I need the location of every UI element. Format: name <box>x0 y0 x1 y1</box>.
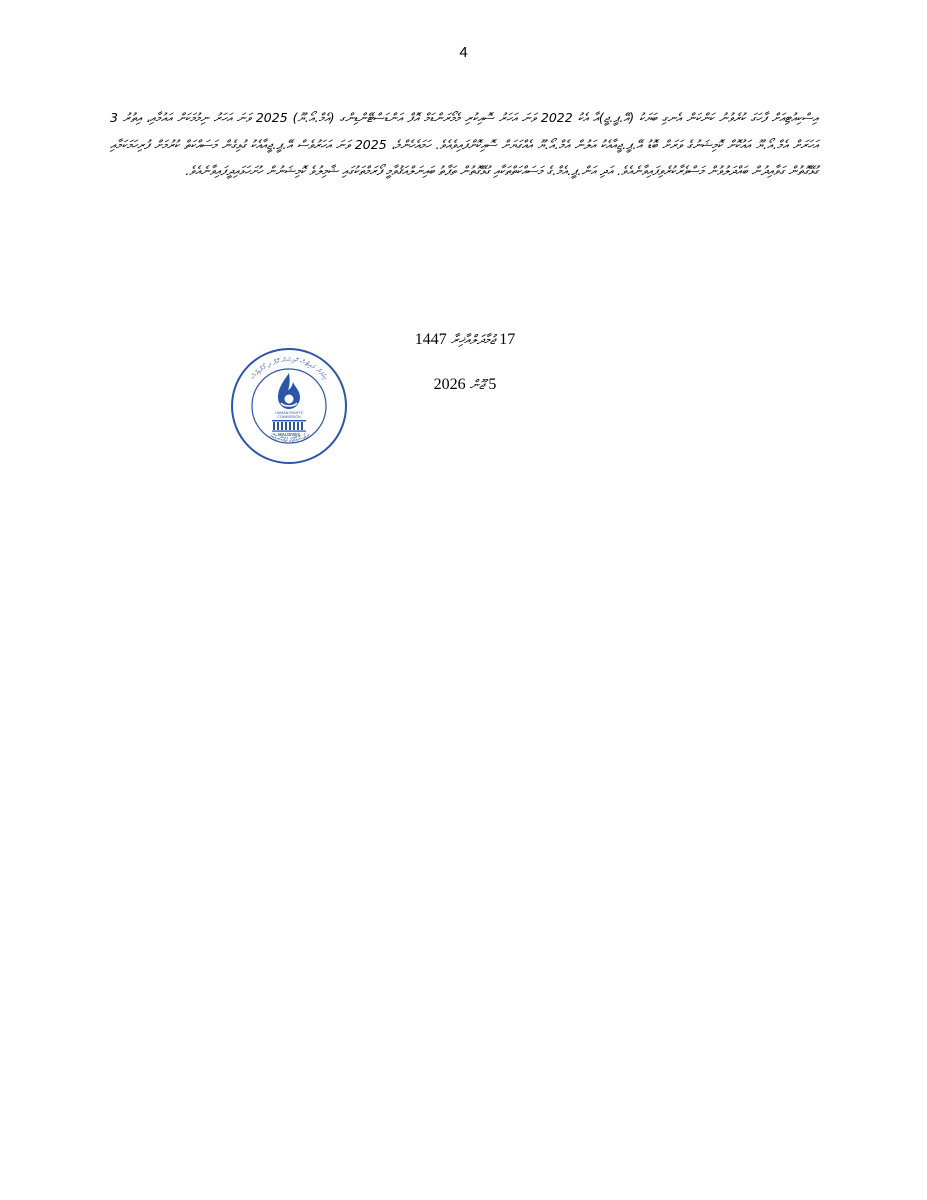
hijri-date <box>380 331 550 349</box>
hijri-year: 1447 <box>414 331 447 348</box>
gregorian-date <box>380 376 550 394</box>
columns-emblem-icon <box>272 420 306 432</box>
gregorian-year: 2026 <box>433 376 466 393</box>
seal-inner-line2: COMMISSION <box>277 415 301 419</box>
hijri-month: ޖުމާދަލްއާޚިރާ <box>450 333 496 348</box>
commission-seal <box>230 347 348 465</box>
seal-top-text: ހިއުމަން ރައިޓްސް ކޮމިޝަން އޮފް ދި މޯލްޑިވްސް <box>248 355 330 382</box>
seal-inner-line3: MALDIVES <box>278 432 300 437</box>
page-number: 4 <box>459 44 468 61</box>
gregorian-month: ޖޫން <box>469 378 485 393</box>
body-paragraph: އިސްކިއުޓިއަށް ފާހަގަ ކުރެވުނު ކަންކަން އެނގި ބަޔަކު (އޭ.ޕީ.ޖީ)އާ އެކު 2022 ވަނަ އަހަރު ސޮއިކުރި މެމޯރަންޑަމް އޮފް އަންޑަސްޓޭންޑިންގ (އެމް.އޯ.ޔޫ) 2025 ވަނަ އަހަރު ނިމުމަކަށް އައުމާއި، އިތުރު 3 އަހަރަށް އެމް.އޯ.ޔޫ އައުކޮށް ކޮމިޝަނުގެ ވަރަށް ބޮޑު އޭ.ޕީ.ޖީއާއެކު އަލުން އެމް.އޯ.ޔޫ އެއްގަޔަށް ސޮއިކޮށްފައިވެއެވެ. ހަމައެހެންމެ، 2025 ވަނަ އަހަރުވެސް އޭ.ޕީ.ޖީއާއެކު ގުޅިގެން މަސައްކަތް ކުރުމަށް ފުރިހަމަކަމާއި ގުޅޭގޮތުން ގަވާއިދުން ބައްދަލުވުން މަސްވެރާކުރެވިފައިވާނެއެވެ. އަދި އަން.ޕީ.އެމް.ގެ މަސައްކަތްތަކާއި ގުޅޭގޮތުން ތަފާތު ބައިނަލްއަޤުވާމީ ފޯރަމްތަކުގައި ޝާމިލުވެ ކޮމިޝަނުން ހުށަހަޅައިދީފައިވާނެއެވެ. <box>110 110 818 178</box>
gregorian-day: 5 <box>488 376 497 393</box>
flame-emblem-icon <box>278 373 300 409</box>
seal-bottom-text: ދިވެހިރާއްޖޭގެ ޖުމްހޫރިއްޔާ <box>267 431 311 445</box>
seal-inner-line1: HUMAN RIGHTS <box>275 411 303 415</box>
hijri-day: 17 <box>499 331 516 348</box>
